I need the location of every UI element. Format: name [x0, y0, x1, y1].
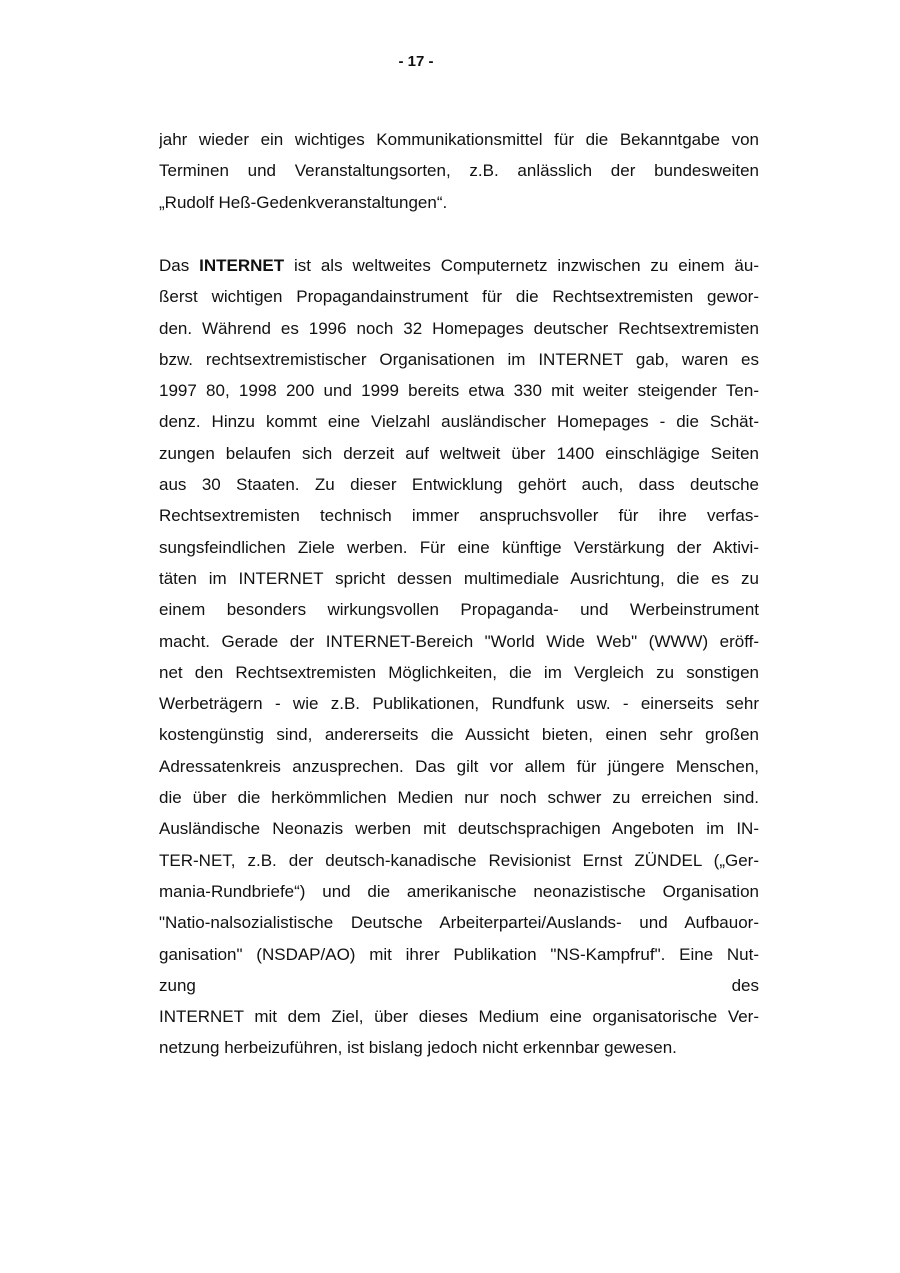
- paragraph-line: „Rudolf Heß-Gedenkveranstaltungen“.: [159, 192, 448, 212]
- paragraph-line: macht. Gerade der INTERNET-Bereich "World Wide Web" (WWW) eröff-: [159, 631, 759, 651]
- paragraph-line: denz. Hinzu kommt eine Vielzahl ausländischer Homepages - die Schät-: [159, 412, 759, 432]
- paragraph-2: [159, 250, 759, 1064]
- paragraph-line: die über die herkömmlichen Medien nur noch schwer zu erreichen sind.: [159, 788, 759, 808]
- paragraph-line: jahr wieder ein wichtiges Kommunikationsmittel für die Bekanntgabe von: [159, 130, 759, 149]
- paragraph-line: zung des: [159, 975, 759, 995]
- paragraph-first-line: [159, 250, 759, 281]
- line-suffix: ist als weltweites Computernetz inzwischen zu einem äu-: [284, 256, 759, 275]
- paragraph-line: netzung herbeizuführen, ist bislang jedoch nicht erkennbar gewesen.: [159, 1038, 677, 1058]
- paragraph-line: 1997 80, 1998 200 und 1999 bereits etwa 330 mit weiter steigender Ten-: [159, 381, 759, 401]
- line-prefix: Das: [159, 256, 200, 275]
- paragraph-line: Rechtsextremisten technisch immer anspruchsvoller für ihre verfas-: [159, 506, 759, 526]
- paragraph-line: Adressatenkreis anzusprechen. Das gilt vor allem für jüngere Menschen,: [159, 756, 759, 776]
- paragraph-line: net den Rechtsextremisten Möglichkeiten, die im Vergleich zu sonstigen: [159, 662, 759, 682]
- paragraph-line: mania-Rundbriefe“) und die amerikanische neonazistische Organisation: [159, 881, 759, 901]
- paragraph-line: täten im INTERNET spricht dessen multimediale Ausrichtung, die es zu: [159, 568, 759, 588]
- paragraph-line: ßerst wichtigen Propagandainstrument für die Rechtsextremisten gewor-: [159, 287, 759, 307]
- paragraph-line: den. Während es 1996 noch 32 Homepages deutscher Rechtsextremisten: [159, 318, 759, 338]
- paragraph-line: INTERNET mit dem Ziel, über dieses Medium eine organisatorische Ver-: [159, 1007, 759, 1027]
- paragraph-line: bzw. rechtsextremistischer Organisationen im INTERNET gab, waren es: [159, 349, 759, 369]
- paragraph-1: [159, 124, 759, 218]
- paragraph-line: Terminen und Veranstaltungsorten, z.B. anlässlich der bundesweiten: [159, 161, 759, 181]
- page-number: - 17 -: [398, 53, 434, 70]
- paragraph-line: ganisation" (NSDAP/AO) mit ihrer Publikation "NS-Kampfruf". Eine Nut-: [159, 944, 759, 964]
- internet-bold-term: INTERNET: [199, 256, 285, 275]
- paragraph-line: sungsfeindlichen Ziele werben. Für eine künftige Verstärkung der Aktivi-: [159, 537, 759, 557]
- paragraph-line: "Natio-nalsozialistische Deutsche Arbeiterpartei/Auslands- und Aufbauor-: [159, 913, 759, 933]
- paragraph-line: Werbeträgern - wie z.B. Publikationen, Rundfunk usw. - einerseits sehr: [159, 694, 759, 714]
- paragraph-line: aus 30 Staaten. Zu dieser Entwicklung gehört auch, dass deutsche: [159, 475, 759, 495]
- paragraph-line: Ausländische Neonazis werben mit deutschsprachigen Angeboten im IN-: [159, 819, 759, 839]
- paragraph-line: kostengünstig sind, andererseits die Aussicht bieten, einen sehr großen: [159, 725, 759, 745]
- paragraph-line: zungen belaufen sich derzeit auf weltweit über 1400 einschlägige Seiten: [159, 443, 759, 463]
- paragraph-line: einem besonders wirkungsvollen Propaganda- und Werbeinstrument: [159, 600, 759, 620]
- paragraph-line: TER-NET, z.B. der deutsch-kanadische Revisionist Ernst ZÜNDEL („Ger-: [159, 850, 759, 870]
